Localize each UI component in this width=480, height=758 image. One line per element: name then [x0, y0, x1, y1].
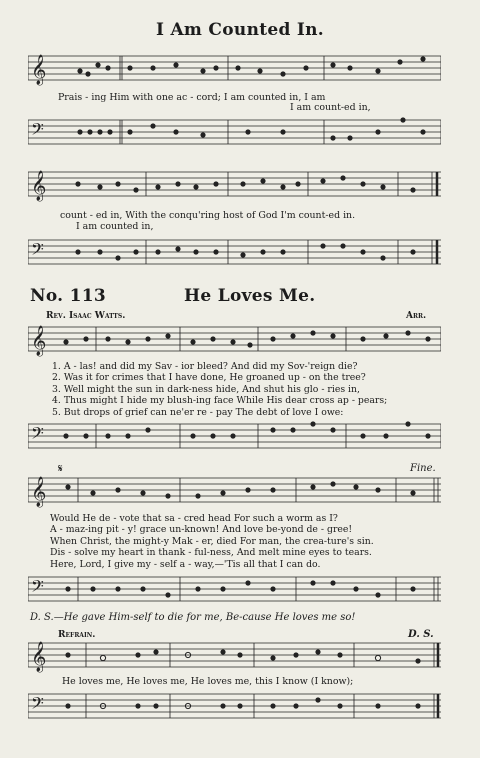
svg-text:𝄞: 𝄞 [31, 326, 47, 356]
music-staff-treble [28, 50, 441, 86]
verses-block-2 [50, 513, 374, 570]
fine-mark: Fine. [410, 463, 436, 474]
svg-text:𝄢: 𝄢 [31, 576, 44, 600]
svg-text:𝄢: 𝄢 [31, 239, 44, 263]
refrain-ds-mark: D. S. [408, 629, 434, 640]
verse-line: When Christ, the might-y Mak - er, died For man, the crea-ture's sin. [50, 535, 374, 547]
dal-segno-line: D. S.—He gave Him-self to die for me, Be-cause He loves me so! [30, 612, 356, 623]
refrain-label: Refrain. [58, 630, 96, 640]
verse-line: Dis - solve my heart in thank - ful-ness, And melt mine eyes to tears. [50, 547, 372, 559]
verse-line: A - maz-ing pit - y! grace un-known! And love be-yond de - gree! [50, 524, 353, 536]
verses-block-1 [52, 361, 387, 418]
verse-line: 3. Well might the sun in dark-ness hide, And shut his glo - ries in, [52, 383, 360, 395]
dal-segno-mark: 𝄋 [58, 462, 63, 475]
svg-text:𝄞: 𝄞 [31, 477, 47, 507]
lyric-line: count - ed in, With the conqu'ring host of God I'm count-ed in. [60, 210, 356, 221]
music-staff-treble [28, 166, 441, 202]
music-staff-bass [28, 686, 441, 724]
verse-line: 4. Thus might I hide my blush-ing face While His dear cross ap - pears; [52, 395, 388, 407]
verse-line: 1. A - las! and did my Sav - ior bleed? And did my Sov-'reign die? [52, 361, 358, 372]
music-staff-bass [28, 569, 441, 607]
arranger-credit: Arr. [406, 311, 427, 321]
refrain-lyric: He loves me, He loves me, He loves me, this I know (I know); [62, 676, 354, 687]
svg-text:𝄞: 𝄞 [31, 171, 47, 201]
music-staff-bass [28, 112, 441, 150]
svg-text:𝄢: 𝄢 [31, 119, 44, 143]
lyric-bass-line: I am count-ed in, [290, 102, 371, 113]
hymn-number: No. 113 [30, 286, 107, 306]
music-staff-treble [28, 637, 441, 673]
music-staff-bass [28, 232, 441, 270]
verse-line: Would He de - vote that sa - cred head For such a worm as I? [50, 513, 338, 524]
verse-line: Here, Lord, I give my - self a - way,—'Tis all that I can do. [50, 558, 321, 570]
svg-text:𝄞: 𝄞 [31, 55, 47, 85]
music-staff-treble [28, 472, 441, 508]
verse-line: 5. But drops of grief can ne'er re - pay The debt of love I owe: [52, 406, 344, 418]
hymn-title: He Loves Me. [184, 286, 316, 306]
hymn-title: I Am Counted In. [155, 20, 325, 40]
svg-text:𝄢: 𝄢 [31, 693, 44, 717]
svg-text:𝄢: 𝄢 [31, 423, 44, 447]
lyric-bass-line: I am counted in, [76, 221, 154, 232]
music-staff-treble [28, 321, 441, 357]
author-credit: Rev. Isaac Watts. [46, 311, 126, 321]
lyric-line: Prais - ing Him with one ac - cord; I am counted in, I am [58, 92, 326, 103]
music-staff-bass [28, 416, 441, 454]
verse-line: 2. Was it for crimes that I have done, He groaned up - on the tree? [52, 372, 366, 384]
svg-text:𝄞: 𝄞 [31, 642, 47, 672]
